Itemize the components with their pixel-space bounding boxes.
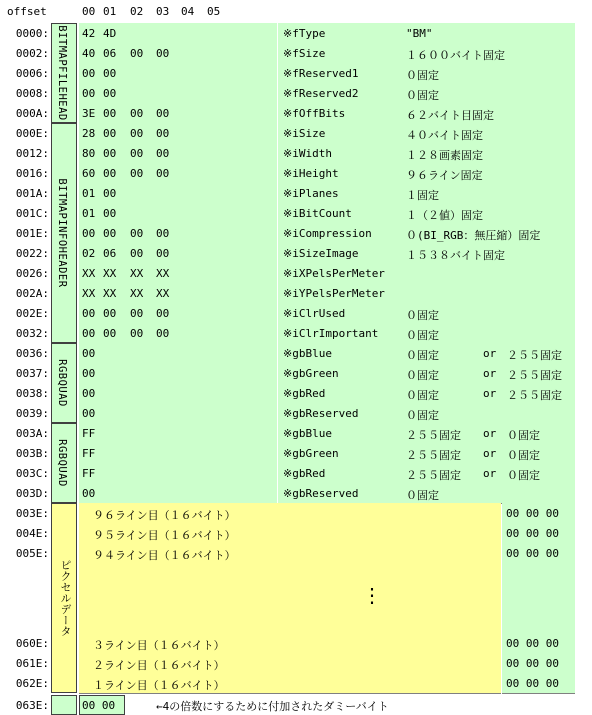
field-name: ※iYPelsPerMeter bbox=[283, 287, 385, 300]
field-description bbox=[278, 63, 575, 84]
byte-value: XX bbox=[130, 267, 144, 280]
byte-value: 06 bbox=[103, 47, 117, 60]
byte-value: XX bbox=[82, 267, 96, 280]
byte-value: 00 bbox=[156, 47, 170, 60]
table-row bbox=[0, 103, 592, 123]
byte-value: 01 bbox=[82, 187, 96, 200]
field-description bbox=[278, 463, 575, 484]
field-value: ０固定 bbox=[406, 489, 439, 502]
bytes-cell bbox=[79, 283, 277, 304]
pixel-line-cell bbox=[79, 653, 501, 674]
column-label: 02 bbox=[130, 5, 144, 18]
field-description bbox=[278, 43, 575, 64]
bytes-cell bbox=[79, 63, 277, 84]
bytes-cell bbox=[79, 223, 277, 244]
field-description bbox=[278, 143, 575, 164]
field-description bbox=[278, 323, 575, 344]
field-name: ※fSize bbox=[283, 47, 326, 60]
bytes-cell bbox=[79, 483, 277, 504]
field-name: ※gbBlue bbox=[283, 347, 332, 360]
field-name: ※iCompression bbox=[283, 227, 372, 240]
offset-cell: 0002: bbox=[15, 47, 49, 60]
padding-bytes: 00 00 00 bbox=[506, 637, 559, 650]
offset-cell: 003D: bbox=[15, 487, 49, 500]
dummy-note: ←4の倍数にするために付加されたダミーバイト bbox=[156, 700, 389, 713]
byte-value: 00 bbox=[103, 127, 117, 140]
field-value: ０(BI_RGB：無圧縮）固定 bbox=[406, 229, 541, 242]
padding-bytes: 00 00 00 bbox=[506, 507, 559, 520]
byte-value: 00 bbox=[82, 327, 96, 340]
byte-value: FF bbox=[82, 447, 96, 460]
field-value: ６２バイト目固定 bbox=[406, 109, 494, 122]
offset-cell: 003A: bbox=[15, 427, 49, 440]
alt-value: ０固定 bbox=[507, 429, 540, 442]
byte-value: XX bbox=[130, 287, 144, 300]
column-label: 01 bbox=[103, 5, 117, 18]
offset-cell: 0022: bbox=[15, 247, 49, 260]
field-description bbox=[278, 243, 575, 264]
byte-value: 60 bbox=[82, 167, 96, 180]
byte-value: 4D bbox=[103, 27, 117, 40]
field-name: ※iClrUsed bbox=[283, 307, 346, 320]
or-label: or bbox=[483, 427, 497, 440]
offset-cell: 000E: bbox=[15, 127, 49, 140]
field-description bbox=[278, 23, 575, 44]
field-value: ０固定 bbox=[406, 69, 439, 82]
offset-cell: 0012: bbox=[15, 147, 49, 160]
offset-cell: 003E: bbox=[15, 507, 49, 520]
bytes-cell bbox=[79, 383, 277, 404]
bytes-cell bbox=[79, 463, 277, 484]
field-description bbox=[278, 423, 575, 444]
field-name: ※fType bbox=[283, 27, 326, 40]
field-value: ０固定 bbox=[406, 369, 439, 382]
byte-value: 00 bbox=[156, 147, 170, 160]
byte-value: 00 bbox=[103, 187, 117, 200]
byte-value: 00 bbox=[82, 67, 96, 80]
offset-cell: 0032: bbox=[15, 327, 49, 340]
byte-value: 00 bbox=[156, 247, 170, 260]
field-description bbox=[278, 283, 575, 304]
byte-value: 00 bbox=[82, 387, 96, 400]
bytes-cell bbox=[79, 303, 277, 324]
pixel-line-label: ９６ライン目（１６バイト） bbox=[93, 509, 236, 522]
offset-cell: 0026: bbox=[15, 267, 49, 280]
field-value: ２５５固定 bbox=[406, 469, 461, 482]
pixel-line-cell bbox=[79, 633, 501, 654]
byte-value: 00 bbox=[130, 47, 144, 60]
offset-cell: 062E: bbox=[15, 677, 49, 690]
byte-value: 00 bbox=[103, 307, 117, 320]
table-row bbox=[0, 303, 592, 323]
field-name: ※gbRed bbox=[283, 387, 326, 400]
pixel-line-label: １ライン目（１６バイト） bbox=[93, 679, 225, 692]
field-name: ※gbReserved bbox=[283, 407, 359, 420]
table-row bbox=[0, 23, 592, 43]
offset-cell: 0039: bbox=[15, 407, 49, 420]
byte-value: 00 bbox=[130, 127, 144, 140]
byte-value: 00 bbox=[103, 167, 117, 180]
bytes-cell bbox=[79, 363, 277, 384]
offset-cell: 0006: bbox=[15, 67, 49, 80]
field-name: ※iHeight bbox=[283, 167, 339, 180]
field-name: ※iPlanes bbox=[283, 187, 339, 200]
alt-value: ０固定 bbox=[507, 449, 540, 462]
table-row bbox=[0, 63, 592, 83]
byte-value: 00 bbox=[82, 487, 96, 500]
field-description bbox=[278, 263, 575, 284]
offset-header: offset bbox=[7, 5, 47, 18]
padding-bytes: 00 00 00 bbox=[506, 527, 559, 540]
table-row bbox=[0, 483, 592, 503]
byte-value: 00 bbox=[103, 207, 117, 220]
field-value: ０固定 bbox=[406, 389, 439, 402]
alt-value: ０固定 bbox=[507, 469, 540, 482]
pixel-line-row bbox=[0, 673, 592, 693]
dummy-bytes: 00 00 bbox=[82, 699, 116, 712]
or-label: or bbox=[483, 467, 497, 480]
column-label: 05 bbox=[207, 5, 221, 18]
field-name: ※gbBlue bbox=[283, 427, 332, 440]
table-row bbox=[0, 143, 592, 163]
byte-value: 00 bbox=[82, 347, 96, 360]
vertical-ellipsis: ⋮ bbox=[362, 583, 382, 607]
offset-cell: 001C: bbox=[15, 207, 49, 220]
byte-value: 00 bbox=[82, 407, 96, 420]
table-row bbox=[0, 423, 592, 443]
section-label: RGBQUAD bbox=[56, 359, 68, 407]
offset-cell: 004E: bbox=[15, 527, 49, 540]
pixel-gap-area bbox=[79, 563, 501, 633]
field-value: ０固定 bbox=[406, 349, 439, 362]
offset-cell: 002E: bbox=[15, 307, 49, 320]
pixel-line-row bbox=[0, 523, 592, 543]
bytes-cell bbox=[79, 83, 277, 104]
pixel-line-row bbox=[0, 503, 592, 523]
bytes-cell bbox=[79, 403, 277, 424]
field-name: ※iSize bbox=[283, 127, 326, 140]
padding-bytes: 00 00 00 bbox=[506, 677, 559, 690]
byte-value: 00 bbox=[156, 307, 170, 320]
byte-value: XX bbox=[156, 267, 170, 280]
table-row bbox=[0, 223, 592, 243]
column-label: 04 bbox=[181, 5, 195, 18]
field-name: ※fReserved1 bbox=[283, 67, 359, 80]
table-row bbox=[0, 323, 592, 343]
column-header bbox=[0, 0, 592, 20]
padding-bytes-cell bbox=[502, 633, 575, 654]
field-value: ０固定 bbox=[406, 309, 439, 322]
pixel-line-label: ３ライン目（１６バイト） bbox=[93, 639, 225, 652]
byte-value: 00 bbox=[156, 167, 170, 180]
pixel-line-row bbox=[0, 543, 592, 563]
table-row bbox=[0, 443, 592, 463]
pixel-section-label: ピクセルデータ bbox=[59, 559, 72, 637]
pixel-line-cell bbox=[79, 503, 501, 524]
byte-value: 00 bbox=[156, 107, 170, 120]
padding-bytes: 00 00 00 bbox=[506, 657, 559, 670]
byte-value: 00 bbox=[130, 147, 144, 160]
bytes-cell bbox=[79, 263, 277, 284]
bytes-cell bbox=[79, 423, 277, 444]
or-label: or bbox=[483, 347, 497, 360]
field-name: ※fOffBits bbox=[283, 107, 346, 120]
field-description bbox=[278, 183, 575, 204]
field-description bbox=[278, 123, 575, 144]
byte-value: 00 bbox=[156, 327, 170, 340]
byte-value: 00 bbox=[103, 147, 117, 160]
byte-value: 00 bbox=[130, 227, 144, 240]
section-label: BITMAPINFOHEADER bbox=[56, 178, 68, 288]
field-description bbox=[278, 163, 575, 184]
offset-cell: 0037: bbox=[15, 367, 49, 380]
bytes-cell bbox=[79, 123, 277, 144]
field-description bbox=[278, 203, 575, 224]
field-name: ※iSizeImage bbox=[283, 247, 359, 260]
offset-cell: 001E: bbox=[15, 227, 49, 240]
bytes-cell bbox=[79, 103, 277, 124]
field-description bbox=[278, 303, 575, 324]
table-row bbox=[0, 263, 592, 283]
field-description bbox=[278, 363, 575, 384]
padding-bytes-cell bbox=[502, 503, 575, 524]
bytes-cell bbox=[79, 143, 277, 164]
offset-cell: 0008: bbox=[15, 87, 49, 100]
field-description bbox=[278, 403, 575, 424]
offset-cell: 0000: bbox=[15, 27, 49, 40]
bytes-cell bbox=[79, 183, 277, 204]
byte-value: XX bbox=[103, 267, 117, 280]
byte-value: 28 bbox=[82, 127, 96, 140]
offset-cell: 0038: bbox=[15, 387, 49, 400]
table-row bbox=[0, 243, 592, 263]
offset-cell: 000A: bbox=[15, 107, 49, 120]
field-value: １６００バイト固定 bbox=[406, 49, 505, 62]
dummy-section-cell bbox=[51, 695, 77, 715]
byte-value: XX bbox=[103, 287, 117, 300]
offset-cell: 060E: bbox=[15, 637, 49, 650]
pixel-line-label: ９５ライン目（１６バイト） bbox=[93, 529, 236, 542]
alt-value: ２５５固定 bbox=[507, 349, 562, 362]
padding-bytes-cell bbox=[502, 523, 575, 544]
pixel-line-row bbox=[0, 633, 592, 653]
bytes-cell bbox=[79, 203, 277, 224]
or-label: or bbox=[483, 447, 497, 460]
offset-cell: 063E: bbox=[15, 699, 49, 712]
field-value: ９６ライン固定 bbox=[406, 169, 483, 182]
column-label: 03 bbox=[156, 5, 170, 18]
bytes-cell bbox=[79, 243, 277, 264]
byte-value: 00 bbox=[130, 167, 144, 180]
or-label: or bbox=[483, 367, 497, 380]
table-row bbox=[0, 43, 592, 63]
offset-cell: 0016: bbox=[15, 167, 49, 180]
padding-bytes-cell bbox=[502, 543, 575, 564]
byte-value: 00 bbox=[130, 307, 144, 320]
pixel-line-label: ２ライン目（１６バイト） bbox=[93, 659, 225, 672]
pixel-gap-right bbox=[502, 563, 575, 633]
bytes-cell bbox=[79, 343, 277, 364]
table-row bbox=[0, 163, 592, 183]
field-value: "BM" bbox=[406, 27, 433, 40]
field-description bbox=[278, 103, 575, 124]
byte-value: 00 bbox=[82, 87, 96, 100]
offset-cell: 003B: bbox=[15, 447, 49, 460]
byte-value: 80 bbox=[82, 147, 96, 160]
byte-value: XX bbox=[156, 287, 170, 300]
field-value: ０固定 bbox=[406, 329, 439, 342]
byte-value: 00 bbox=[130, 247, 144, 260]
pixel-line-cell bbox=[79, 673, 501, 694]
byte-value: 02 bbox=[82, 247, 96, 260]
byte-value: FF bbox=[82, 427, 96, 440]
offset-cell: 005E: bbox=[15, 547, 49, 560]
table-row bbox=[0, 343, 592, 363]
table-row bbox=[0, 463, 592, 483]
table-row bbox=[0, 283, 592, 303]
bytes-cell bbox=[79, 23, 277, 44]
bytes-cell bbox=[79, 163, 277, 184]
byte-value: 00 bbox=[130, 107, 144, 120]
byte-value: 3E bbox=[82, 107, 96, 120]
bytes-cell bbox=[79, 323, 277, 344]
column-label: 00 bbox=[82, 5, 96, 18]
offset-cell: 003C: bbox=[15, 467, 49, 480]
field-description bbox=[278, 223, 575, 244]
table-row bbox=[0, 203, 592, 223]
field-name: ※gbRed bbox=[283, 467, 326, 480]
padding-bytes-cell bbox=[502, 673, 575, 694]
table-row bbox=[0, 403, 592, 423]
byte-value: 00 bbox=[103, 327, 117, 340]
field-name: ※gbGreen bbox=[283, 447, 339, 460]
table-row bbox=[0, 83, 592, 103]
byte-value: 01 bbox=[82, 207, 96, 220]
alt-value: ２５５固定 bbox=[507, 389, 562, 402]
field-value: ２５５固定 bbox=[406, 429, 461, 442]
alt-value: ２５５固定 bbox=[507, 369, 562, 382]
pixel-line-cell bbox=[79, 543, 501, 564]
field-value: １固定 bbox=[406, 189, 439, 202]
bytes-cell bbox=[79, 43, 277, 64]
padding-bytes-cell bbox=[502, 653, 575, 674]
pixel-line-label: ９４ライン目（１６バイト） bbox=[93, 549, 236, 562]
byte-value: 40 bbox=[82, 47, 96, 60]
pixel-section-label-cell bbox=[51, 503, 77, 693]
field-value: ２５５固定 bbox=[406, 449, 461, 462]
field-value: ０固定 bbox=[406, 89, 439, 102]
table-row bbox=[0, 363, 592, 383]
field-description bbox=[278, 83, 575, 104]
byte-value: 00 bbox=[130, 327, 144, 340]
offset-cell: 0036: bbox=[15, 347, 49, 360]
field-value: １５３８バイト固定 bbox=[406, 249, 505, 262]
byte-value: FF bbox=[82, 467, 96, 480]
field-description bbox=[278, 483, 575, 504]
field-description bbox=[278, 383, 575, 404]
field-name: ※iWidth bbox=[283, 147, 332, 160]
byte-value: 00 bbox=[82, 367, 96, 380]
padding-bytes: 00 00 00 bbox=[506, 547, 559, 560]
section-label: RGBQUAD bbox=[56, 439, 68, 487]
byte-value: 00 bbox=[103, 87, 117, 100]
pixel-line-cell bbox=[79, 523, 501, 544]
byte-value: 00 bbox=[103, 67, 117, 80]
dummy-row bbox=[0, 695, 592, 715]
field-name: ※iClrImportant bbox=[283, 327, 379, 340]
dummy-bytes-cell bbox=[79, 695, 125, 715]
field-name: ※iXPelsPerMeter bbox=[283, 267, 385, 280]
offset-cell: 001A: bbox=[15, 187, 49, 200]
field-value: ０固定 bbox=[406, 409, 439, 422]
offset-cell: 061E: bbox=[15, 657, 49, 670]
table-row bbox=[0, 383, 592, 403]
field-value: １２８画素固定 bbox=[406, 149, 483, 162]
byte-value: 00 bbox=[156, 227, 170, 240]
table-row bbox=[0, 123, 592, 143]
field-value: ４０バイト固定 bbox=[406, 129, 483, 142]
byte-value: 00 bbox=[82, 227, 96, 240]
pixel-line-row bbox=[0, 653, 592, 673]
bytes-cell bbox=[79, 443, 277, 464]
byte-value: 00 bbox=[103, 107, 117, 120]
byte-value: 06 bbox=[103, 247, 117, 260]
byte-value: 42 bbox=[82, 27, 96, 40]
byte-value: 00 bbox=[156, 127, 170, 140]
byte-value: 00 bbox=[82, 307, 96, 320]
field-name: ※gbReserved bbox=[283, 487, 359, 500]
table-row bbox=[0, 183, 592, 203]
field-description bbox=[278, 343, 575, 364]
offset-cell: 002A: bbox=[15, 287, 49, 300]
section-label: BITMAPFILEHEAD bbox=[56, 25, 68, 121]
byte-value: XX bbox=[82, 287, 96, 300]
field-name: ※fReserved2 bbox=[283, 87, 359, 100]
or-label: or bbox=[483, 387, 497, 400]
field-description bbox=[278, 443, 575, 464]
field-name: ※iBitCount bbox=[283, 207, 352, 220]
field-value: １（２値）固定 bbox=[406, 209, 483, 222]
field-name: ※gbGreen bbox=[283, 367, 339, 380]
byte-value: 00 bbox=[103, 227, 117, 240]
